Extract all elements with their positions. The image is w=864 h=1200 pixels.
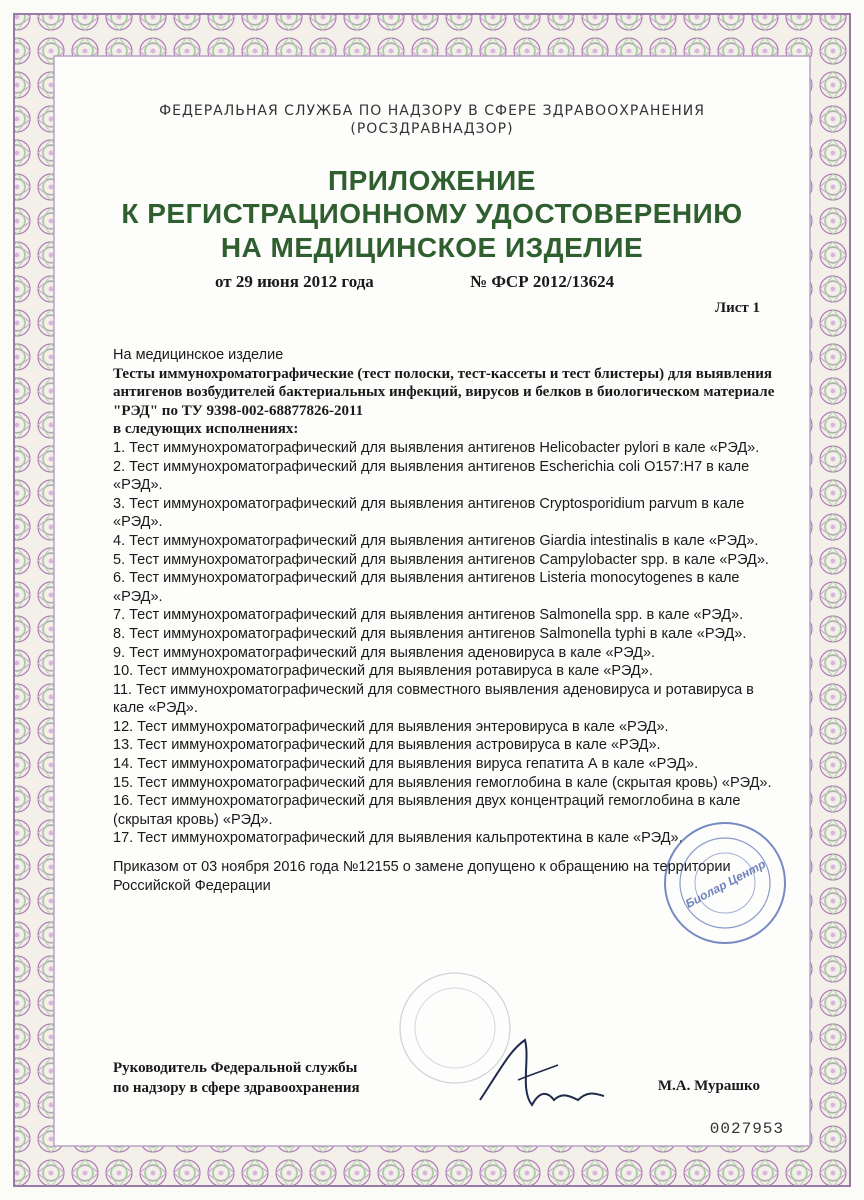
list-item: 8. Тест иммунохроматографический для выявления антигенов Salmonella typhi в кале «РЭД». bbox=[113, 625, 747, 642]
list-item: 5. Тест иммунохроматографический для выявления антигенов Campylobacter spp. в кале «РЭД». bbox=[113, 551, 769, 568]
signatory-name: М.А. Мурашко bbox=[657, 1078, 760, 1094]
list-item: 4. Тест иммунохроматографический для выявления антигенов Giardia intestinalis в кале «РЭД». bbox=[113, 532, 759, 549]
serial-number: 0027953 bbox=[709, 1120, 784, 1138]
list-item: 9. Тест иммунохроматографический для выявления аденовируса в кале «РЭД». bbox=[113, 644, 656, 661]
list-item: 3. Тест иммунохроматографический для выявления антигенов Cryptosporidium parvum в кале «РЭД». bbox=[113, 495, 745, 531]
list-item: 11. Тест иммунохроматографический для совместного выявления аденовируса и ротавируса в кале «РЭД». bbox=[113, 681, 754, 717]
document-subtitle-line1: К РЕГИСТРАЦИОННОМУ УДОСТОВЕРЕНИЮ bbox=[121, 198, 743, 229]
registration-number: № ФСР 2012/13624 bbox=[470, 272, 615, 291]
sheet-number: Лист 1 bbox=[714, 300, 760, 316]
list-item: 6. Тест иммунохроматографический для выявления антигенов Listeria monocytogenes в кале «РЭД». bbox=[113, 570, 740, 605]
intro-text: На медицинское изделие bbox=[113, 347, 284, 363]
list-item: 13. Тест иммунохроматографический для выявления астровируса в кале «РЭД». bbox=[113, 737, 661, 754]
stamp-text: Биолар Центр bbox=[683, 856, 768, 911]
list-item: 10. Тест иммунохроматографический для выявления ротавируса в кале «РЭД». bbox=[113, 663, 653, 680]
variants-heading: в следующих исполнениях: bbox=[113, 421, 299, 438]
list-item: 7. Тест иммунохроматографический для выявления антигенов Salmonella spp. в кале «РЭД». bbox=[113, 607, 744, 624]
company-stamp bbox=[660, 818, 790, 948]
signature-icon bbox=[470, 1030, 610, 1120]
signatory-role-line1: Руководитель Федеральной службы bbox=[113, 1060, 358, 1076]
variants-list bbox=[113, 439, 779, 848]
registration-date: от 29 июня 2012 года bbox=[215, 272, 374, 291]
document-body bbox=[113, 346, 779, 895]
list-item: 14. Тест иммунохроматографический для выявления вируса гепатита А в кале «РЭД». bbox=[113, 756, 699, 773]
list-item: 15. Тест иммунохроматографический для выявления гемоглобина в кале (скрытая кровь) «РЭД». bbox=[113, 774, 772, 791]
list-item: 16. Тест иммунохроматографический для выявления двух концентраций гемоглобина в кале (скрытая кровь) «РЭД». bbox=[113, 793, 741, 828]
list-item: 17. Тест иммунохроматографический для выявления кальпротектина в кале «РЭД». bbox=[113, 830, 683, 847]
document-title: ПРИЛОЖЕНИЕ bbox=[328, 165, 536, 196]
list-item: 1. Тест иммунохроматографический для выявления антигенов Helicobacter pylori в кале «РЭД». bbox=[113, 439, 760, 456]
list-item: 2. Тест иммунохроматографический для выявления антигенов Escherichia coli O157:H7 в кале «РЭД». bbox=[113, 458, 750, 494]
agency-abbreviation: (РОСЗДРАВНАДЗОР) bbox=[350, 121, 514, 137]
device-name: Тесты иммунохроматографические (тест полоски, тест-кассеты и тест блистеры) для выявления антигенов возбудителей бактериальных инфекций, вирусов и белков в биологическом материале "РЭД" по ТУ 9398-002-68877826-2011 bbox=[113, 365, 775, 419]
agency-name: ФЕДЕРАЛЬНАЯ СЛУЖБА ПО НАДЗОРУ В СФЕРЕ ЗДРАВООХРАНЕНИЯ bbox=[159, 103, 705, 119]
signatory-role-line2: по надзору в сфере здравоохранения bbox=[113, 1080, 360, 1096]
document-subtitle-line2: НА МЕДИЦИНСКОЕ ИЗДЕЛИЕ bbox=[220, 232, 644, 263]
list-item: 12. Тест иммунохроматографический для выявления энтеровируса в кале «РЭД». bbox=[113, 718, 669, 735]
order-text: Приказом от 03 ноября 2016 года №12155 о замене допущено к обращению на территории Российской Федерации bbox=[113, 859, 731, 894]
signatory-role bbox=[113, 1058, 360, 1098]
